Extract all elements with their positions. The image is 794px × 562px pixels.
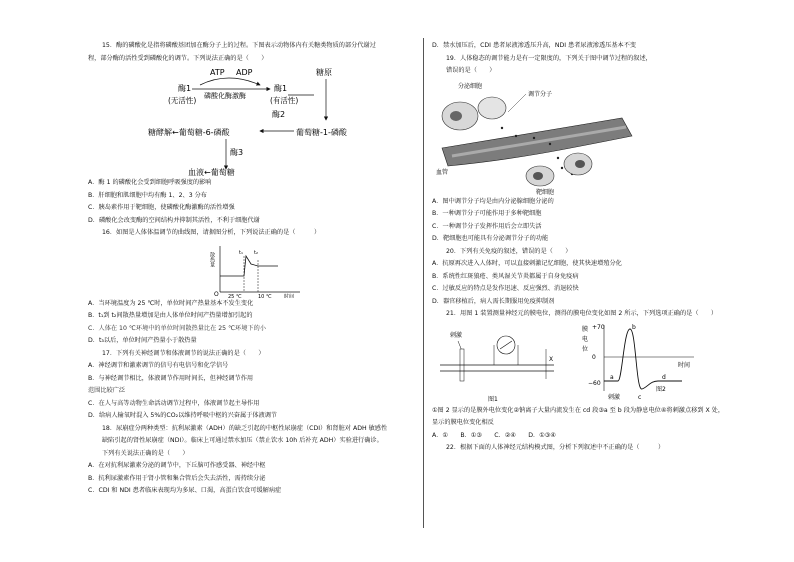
secreting-cell-shape-2 — [478, 97, 506, 119]
q16-x25: 25 ℃ — [228, 293, 242, 298]
molecule-dot — [533, 136, 535, 138]
q15-metabolism-diagram — [88, 65, 416, 177]
q19-stem-line1: 19．人体稳态的调节能力是有一定限度的，下列关于图中调节过程的叙述， — [446, 54, 652, 62]
target-cell-nucleus-1 — [533, 172, 543, 180]
fig2-stim: 刺激 — [608, 393, 621, 401]
fig2-b: b — [632, 323, 636, 331]
q16-option-d: D．t₃以后，单位时间产热量小于散热量 — [88, 337, 197, 344]
question-19 — [432, 53, 742, 246]
secreting-cell-nucleus — [450, 111, 462, 121]
q15-diagram-svg — [88, 65, 416, 177]
q21-statements-line1: ①图 2 显示的是膜外电位变化②钠离子大量内流发生在 cd 段③a 至 b 段为静息电位④将刺激点移到 X 处， — [432, 406, 725, 414]
q17-option-c: C．在人与高等动物生命活动调节过程中，体液调节起主导作用 — [88, 399, 260, 407]
q15-option-a: A．酶 1 的磷酸化会受到细胞呼吸强度的影响 — [88, 179, 212, 186]
fig1-stim-label: 刺激 — [450, 331, 463, 339]
fig1-x-label: X — [549, 355, 554, 363]
q16-t1: t₁ — [239, 249, 243, 256]
fig2-a: a — [610, 373, 614, 381]
adp-label: ADP — [236, 68, 253, 77]
q18-stem-line1: 18．尿崩症分两种类型：抗利尿激素（ADH）的缺乏引起的中枢性尿崩症（CDI）和肾脏对 ADH 敏感性 — [102, 424, 388, 432]
question-17 — [88, 348, 416, 423]
q19-option-a: A．图中调节分子均是由内分泌腺细胞分泌的 — [432, 197, 554, 205]
q20-stem: 20．下列有关免疫的叙述，错误的是（ ） — [446, 247, 572, 255]
molecule-dot — [561, 166, 563, 168]
q21-stem: 21．用图 1 装置测量神经元的膜电位，测得的膜电位变化如图 2 所示，下列选项正确的是（ ） — [446, 310, 718, 317]
molecule-dot — [501, 126, 503, 128]
g1p-label: 葡萄糖-1-磷酸 — [296, 128, 347, 137]
column-divider — [423, 38, 424, 528]
q16-ylabel: 散热量 — [209, 251, 215, 267]
q20-option-a: A．抗原再次进入人体时，可以直接刺激记忆细胞，使其快速增殖分化 — [432, 260, 622, 267]
q15-stem-line2: 程，部分酶的活性受到磷酸化的调节。下列说法正确的是（ ） — [88, 54, 268, 62]
kinase-label: 磷酸化酶激酶 — [204, 92, 246, 100]
fig2-potential-curve — [604, 329, 682, 389]
q16-temperature-graph — [88, 240, 416, 298]
target-cell-label: 靶细胞 — [536, 188, 555, 196]
fig2-caption: 图2 — [656, 385, 666, 393]
atp-adp-arc — [200, 78, 260, 85]
q15-option-d: D．磷酸化会改变酶的空间结构并抑制其活性，不利于细胞代谢 — [88, 216, 260, 224]
question-22 — [432, 442, 742, 455]
molecule-dot — [557, 156, 559, 158]
signal-molecule-label: 调节分子 — [528, 90, 553, 98]
q16-graph-svg — [88, 240, 416, 298]
q17-stem: 17．下列有关神经调节和体液调节的说法正确的是（ ） — [102, 349, 265, 357]
q16-t2: t₂ — [254, 249, 258, 256]
q15-stem-line1: 15．酶的磷酸化是指将磷酸基团加在酶分子上的过程。下图表示动物体内有关糖类物质的部分代谢过 — [102, 42, 376, 49]
q22-stem: 22．根据下面的人体神经元结构模式图，分析下列叙述中不正确的是（ ） — [446, 444, 665, 451]
q19-option-c: C．一种调节分子发挥作用后会立即失活 — [432, 222, 542, 230]
secreting-cell-label: 分泌细胞 — [458, 82, 483, 90]
q21-figures-svg — [432, 321, 742, 405]
enzyme2-label: 酶2 — [272, 110, 286, 119]
q16-origin: O — [214, 290, 219, 298]
q18-stem-line3: 下列有关说法正确的是（ ） — [102, 449, 189, 457]
question-20 — [432, 246, 742, 309]
fig2-time: 时间 — [678, 361, 691, 369]
question-18 — [88, 423, 416, 498]
q17-option-a: A．神经调节和激素调节的信号有电信号和化学信号 — [88, 362, 229, 369]
q18-option-a: A．在对抗利尿激素分泌的调节中，下丘脑可作感受器、神经中枢 — [88, 462, 266, 469]
q18-option-d: D．禁水加压后，CDI 患者尿液渗透压升高，NDI 患者尿液渗透压基本不变 — [432, 42, 637, 49]
molecule-dot — [515, 134, 517, 136]
q16-curve — [220, 256, 278, 276]
enzyme1-active-state: (有活性) — [270, 96, 299, 105]
q18-option-b: B．抗利尿激素作用于肾小管和集合管后会失去活性，需持续分泌 — [88, 474, 266, 482]
q16-option-a: A．当环境温度为 25 ℃时，单位时间产热量基本不发生变化 — [88, 299, 254, 307]
right-column — [432, 40, 742, 455]
q19-stem-line2: 错误的是（ ） — [446, 67, 496, 74]
q16-stem: 16．如图是人体体温调节的曲线图，请据图分析，下列说法正确的是（ ） — [102, 229, 321, 236]
enzyme1-inactive-label: 酶1 — [178, 84, 192, 93]
question-15 — [88, 40, 416, 227]
fig2-ylabel3: 位 — [582, 345, 589, 353]
q16-xtime: 时间 — [284, 293, 295, 298]
fig2-yneg60: −60 — [588, 379, 601, 387]
blood-glucose-label: 血液←葡萄糖 — [188, 168, 235, 177]
fig2-d: d — [662, 373, 666, 381]
vessel-label: 血管 — [436, 168, 449, 176]
enzyme1-active-label: 酶1 — [274, 84, 288, 93]
signal-molecule-pointer — [508, 94, 526, 112]
fig2-y0: 0 — [592, 353, 596, 361]
left-column — [88, 40, 416, 498]
q19-option-b: B．一种调节分子可能作用于多种靶细胞 — [432, 210, 542, 217]
glycolysis-g6p-label: 糖酵解←葡萄糖-6-磷酸 — [148, 128, 230, 137]
q19-option-d: D．靶细胞也可能具有分泌调节分子的功能 — [432, 235, 549, 242]
fig2-y70: +70 — [592, 323, 605, 331]
target-cell-nucleus-2 — [575, 160, 585, 168]
q20-option-c: C．过敏反应的特点是发作迅速、反应强烈、消退较快 — [432, 285, 579, 292]
q19-cell-signaling-figure — [432, 78, 742, 196]
q15-option-b: B．肝细胞和肌细胞中均有酶 1、2、3 分布 — [88, 191, 207, 199]
enzyme3-label: 酶3 — [230, 148, 244, 157]
q20-option-d: D．器官移植后，病人需长期服用免疫抑制剂 — [432, 297, 555, 305]
q20-option-b: B．系统性红斑狼疮、类风湿关节炎都属于自身免疫病 — [432, 272, 579, 280]
question-21 — [432, 308, 742, 442]
atp-label: ATP — [210, 68, 225, 77]
fig2-ylabel2: 电 — [582, 335, 589, 343]
q19-figure-svg — [432, 78, 742, 196]
question-16 — [88, 227, 416, 348]
q21-choices: A．① B．①③ C．②④ D．①③④ — [432, 431, 556, 439]
q17-option-b: B．与神经调节相比，体液调节作用时间长，但神经调节作用 — [88, 374, 254, 382]
molecule-dot — [549, 142, 551, 144]
q21-figures — [432, 321, 742, 405]
q17-option-d: D．给病人输氧时混入 5%的CO₂以维持呼吸中枢的兴奋属于体液调节 — [88, 412, 278, 419]
glycogen-label: 糖原 — [316, 68, 332, 77]
q16-option-b: B．t₁到 t₂间散热量增加是由人体单位时间产热量增加引起的 — [88, 312, 253, 319]
q17-option-b-cont: 范围比较广泛 — [88, 387, 126, 394]
q21-statements-line2: 显示的膜电位变化相反 — [432, 419, 494, 426]
q15-option-c: C．胰岛素作用于靶细胞，使磷酸化酶激酶的活性增强 — [88, 204, 235, 211]
q18-option-c: C．CDI 和 NDI 患者临床表现均为多尿、口渴，高蛋白饮食可缓解病症 — [88, 487, 282, 494]
fig2-ylabel1: 膜 — [582, 325, 589, 333]
fig2-c: c — [638, 393, 642, 401]
q16-x10: 10 ℃ — [258, 293, 272, 298]
q16-option-c: C．人体在 10 ℃环境中的单位时间散热量比在 25 ℃环境下的小 — [88, 324, 266, 332]
fig1-caption: 图1 — [488, 395, 498, 403]
q18-stem-line2: 缺陷引起的肾性尿崩症（NDI）。临床上可通过禁水加压（禁止饮水 10h 后补充 ADH）实验进行确诊。 — [102, 437, 383, 444]
enzyme1-inactive-state: (无活性) — [168, 96, 197, 105]
